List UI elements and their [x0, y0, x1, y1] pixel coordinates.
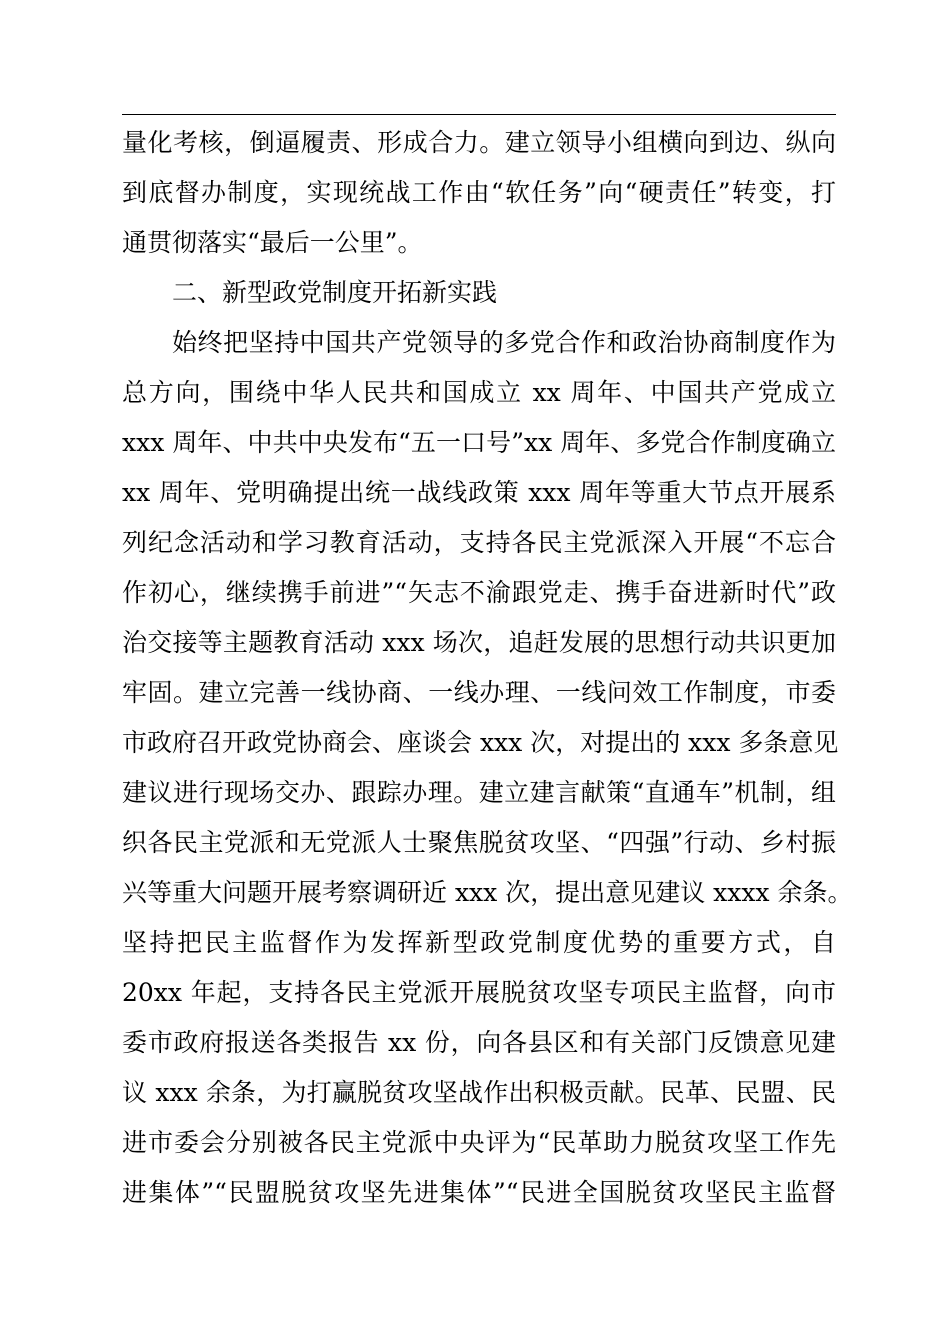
- text-line: 委市政府报送各类报告 xx 份，向各县区和有关部门反馈意见建: [122, 1028, 836, 1057]
- text-line: 建议进行现场交办、跟踪办理。建立建言献策“直通车”机制，组: [122, 778, 836, 807]
- text-line: 议 xxx 余条，为打赢脱贫攻坚战作出积极贡献。民革、民盟、民: [122, 1078, 836, 1107]
- text-line: 通贯彻落实“最后一公里”。: [122, 228, 423, 257]
- text-line: 进市委会分别被各民主党派中央评为“民革助力脱贫攻坚工作先: [122, 1128, 836, 1157]
- text-line: 治交接等主题教育活动 xxx 场次，追赶发展的思想行动共识更加: [122, 628, 836, 657]
- text-line: 始终把坚持中国共产党领导的多党合作和政治协商制度作为: [172, 328, 836, 357]
- section-heading: 二、新型政党制度开拓新实践: [172, 278, 498, 307]
- text-line: 20xx 年起，支持各民主党派开展脱贫攻坚专项民主监督，向市: [122, 978, 836, 1007]
- text-line: 兴等重大问题开展考察调研近 xxx 次，提出意见建议 xxxx 余条。: [122, 878, 853, 907]
- text-line: 作初心，继续携手前进”“矢志不渝跟党走、携手奋进新时代”政: [122, 578, 836, 607]
- text-line: 坚持把民主监督作为发挥新型政党制度优势的重要方式，自: [122, 928, 836, 957]
- text-line: 进集体”“民盟脱贫攻坚先进集体”“民进全国脱贫攻坚民主监督: [122, 1178, 836, 1207]
- text-line: 市政府召开政党协商会、座谈会 xxx 次，对提出的 xxx 多条意见: [122, 728, 839, 757]
- text-line: 牢固。建立完善一线协商、一线办理、一线问效工作制度，市委: [122, 678, 836, 707]
- text-line: 量化考核，倒逼履责、形成合力。建立领导小组横向到边、纵向: [122, 128, 836, 157]
- text-line: 列纪念活动和学习教育活动，支持各民主党派深入开展“不忘合: [122, 528, 836, 557]
- text-line: 织各民主党派和无党派人士聚焦脱贫攻坚、“四强”行动、乡村振: [122, 828, 836, 857]
- header-rule: [122, 114, 836, 115]
- text-line: 总方向，围绕中华人民共和国成立 xx 周年、中国共产党成立: [122, 378, 836, 407]
- text-line: 到底督办制度，实现统战工作由“软任务”向“硬责任”转变，打: [122, 178, 836, 207]
- text-line: xxx 周年、中共中央发布“五一口号”xx 周年、多党合作制度确立: [122, 428, 836, 457]
- text-line: xx 周年、党明确提出统一战线政策 xxx 周年等重大节点开展系: [122, 478, 836, 507]
